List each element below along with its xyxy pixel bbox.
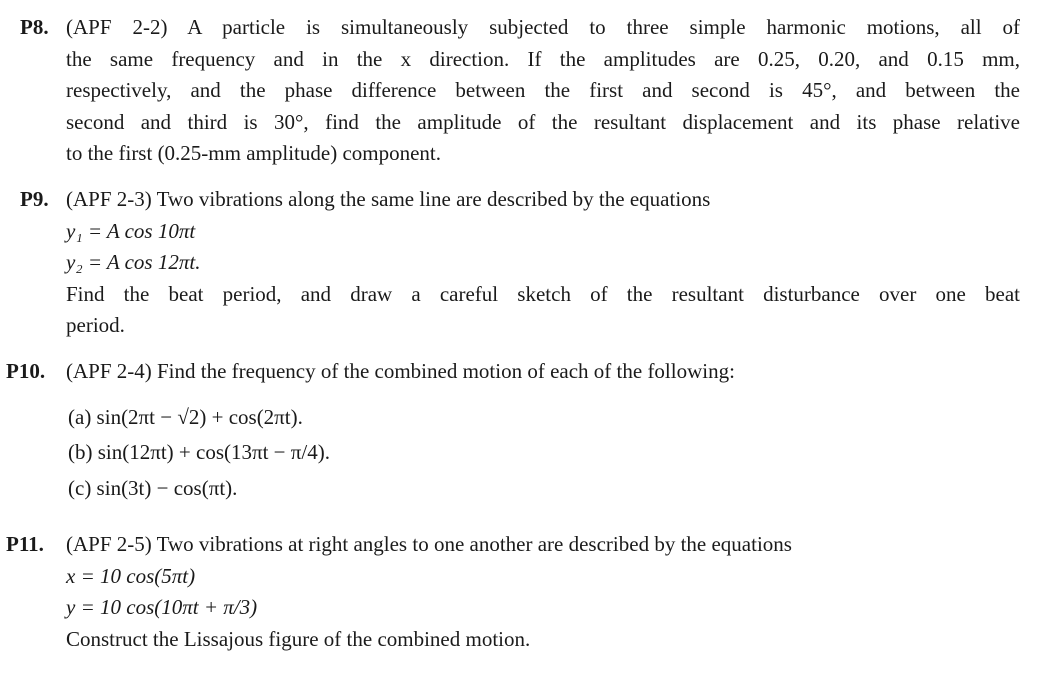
p9-equation-1: y₁ = A cos 10πt: [66, 218, 196, 243]
p9-intro: (APF 2-3) Two vibrations along the same line are described by the equations: [66, 187, 711, 211]
problem-p11-text: [66, 529, 1020, 655]
p11-equation-2: y = 10 cos(10πt + π/3): [66, 595, 258, 619]
p8-line-4: second and third is 30°, find the amplitude of the resultant displacement and its phase relative: [66, 109, 1020, 134]
p10-item-a: (a) sin(2πt − √2) + cos(2πt).: [68, 404, 303, 429]
p9-outro-line-2: period.: [66, 313, 125, 337]
problem-number-p11: P11.: [6, 532, 44, 556]
p8-line-5: to the first (0.25-mm amplitude) component.: [66, 141, 442, 165]
p11-outro: Construct the Lissajous figure of the combined motion.: [66, 626, 531, 651]
p9-outro-line-1: Find the beat period, and draw a careful sketch of the resultant disturbance over one beat: [66, 281, 1020, 306]
problem-p9-text: [66, 184, 1020, 342]
problem-number-p8: P8.: [20, 15, 49, 39]
problem-p8-text: [66, 12, 1020, 170]
p11-intro: (APF 2-5) Two vibrations at right angles to one another are described by the equations: [66, 532, 792, 556]
p10-intro: (APF 2-4) Find the frequency of the combined motion of each of the following:: [66, 359, 735, 383]
problem-p10-text: [66, 356, 1020, 504]
p10-item-b: (b) sin(12πt) + cos(13πt − π/4).: [68, 440, 330, 464]
problem-number-p10: P10.: [6, 359, 46, 383]
problem-number-p9: P9.: [20, 187, 49, 211]
p8-line-3: respectively, and the phase difference between the first and second is 45°, and between the: [66, 78, 1020, 102]
p10-item-c: (c) sin(3t) − cos(πt).: [68, 475, 238, 500]
p8-line-2: the same frequency and in the x direction. If the amplitudes are 0.25, 0.20, and 0.15 mm,: [66, 46, 1020, 71]
p8-line-1: (APF 2-2) A particle is simultaneously subjected to three simple harmonic motions, all of: [66, 15, 1020, 39]
p11-equation-1: x = 10 cos(5πt): [66, 563, 196, 588]
p9-equation-2: y₂ = A cos 12πt.: [66, 250, 201, 274]
